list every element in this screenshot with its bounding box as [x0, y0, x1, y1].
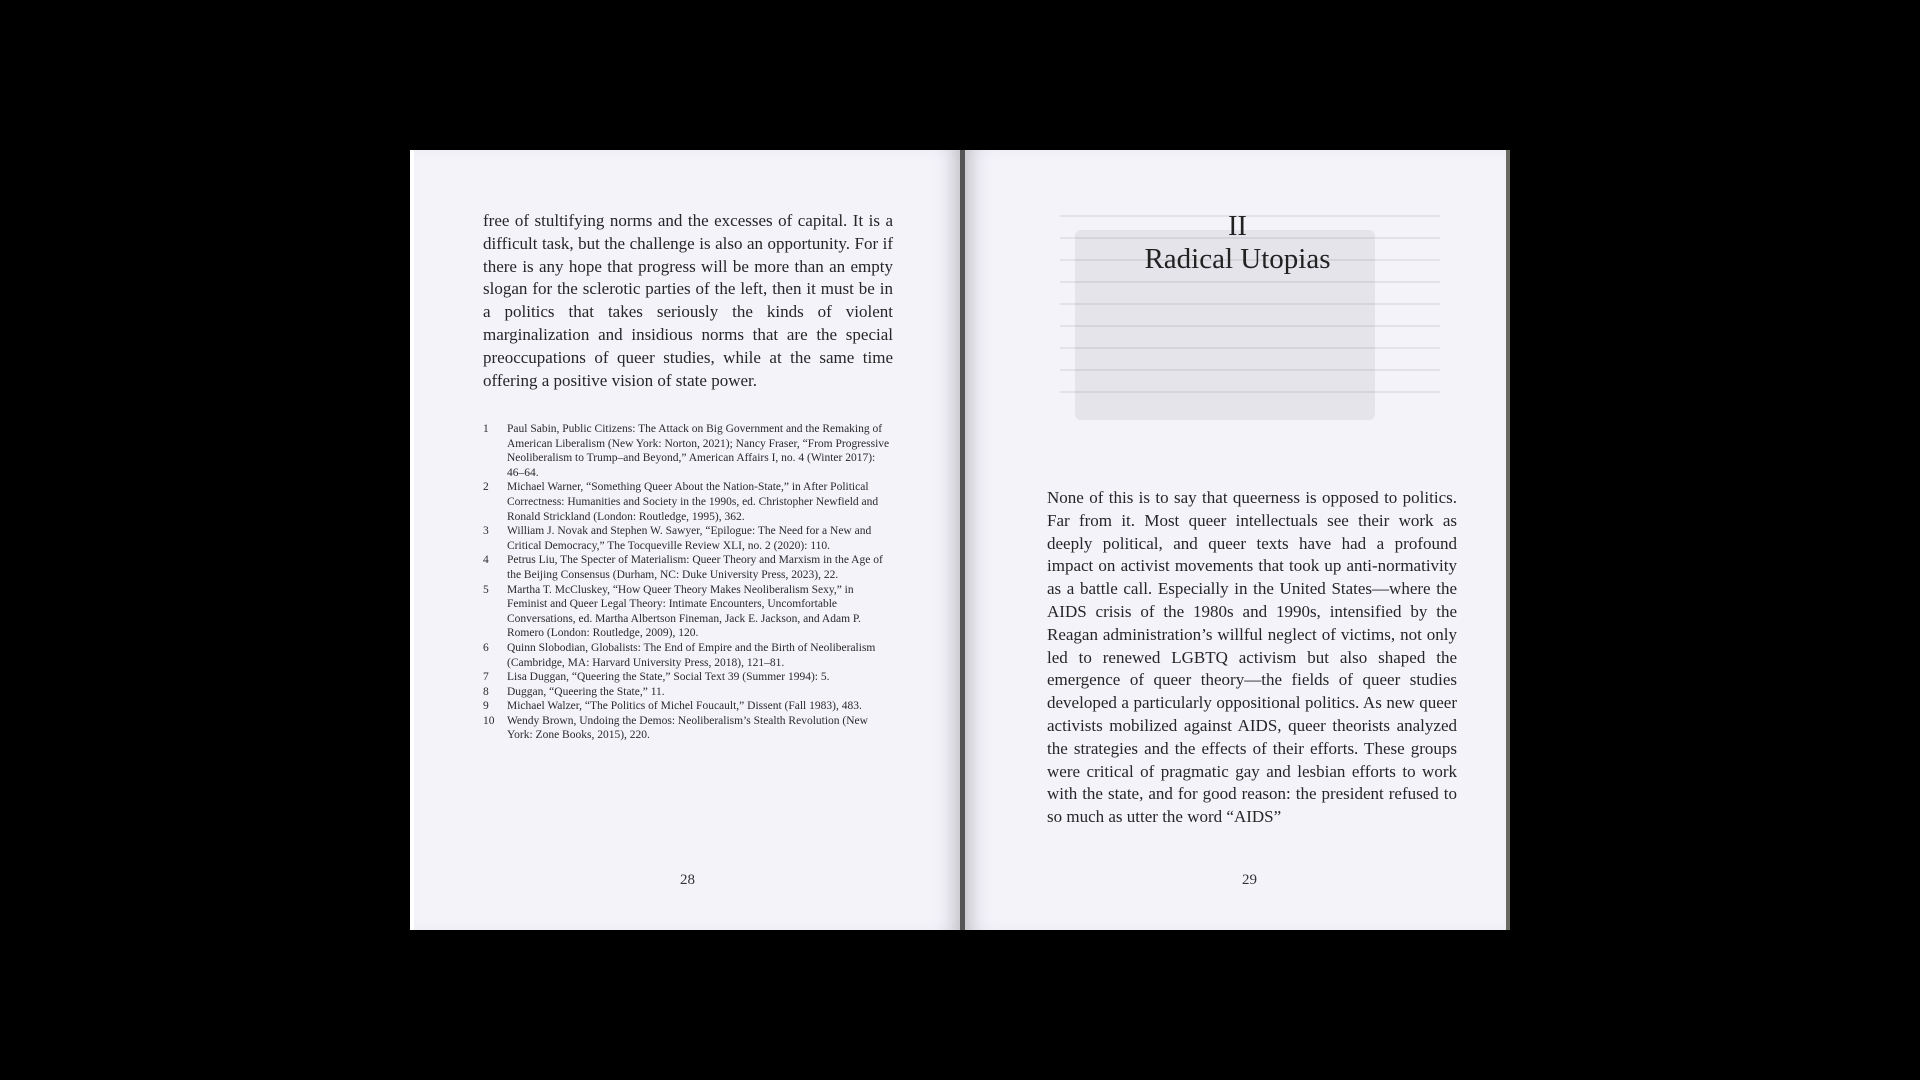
- footnote-text: Lisa Duggan, “Queering the State,” Social Text 39 (Summer 1994): 5.: [507, 671, 830, 684]
- footnote-text: William J. Novak and Stephen W. Sawyer, “Epilogue: The Need for a New and Critical Democracy,” The Tocqueville Review XLI, no. 2 (2020): 110.: [507, 525, 872, 552]
- right-body-paragraph: None of this is to say that queerness is opposed to politics. Far from it. Most queer intellectuals see their work as deeply political, and queer texts have had a profound impact on activist movements that took up anti-normativity as a battle call. Especially in the United States—where the AIDS crisis of the 1980s and 1990s, intensified by the Reagan administration’s willful neglect of victims, not only led to renewed LGBTQ activism but also shaped the emergence of queer theory—the fields of queer studies developed a particularly oppositional politics. As new queer activists mobilized against AIDS, queer theorists analyzed the strategies and the effects of their efforts. These groups were critical of pragmatic gay and lesbian efforts to work with the state, and for good reason: the president refused to so much as utter the word “AIDS”: [1047, 488, 1457, 827]
- footnote: [483, 714, 893, 743]
- page-number: 29: [1242, 872, 1257, 888]
- left-body-text: [483, 210, 893, 392]
- footnote: [483, 670, 893, 685]
- footnote-text: Michael Walzer, “The Politics of Michel Foucault,” Dissent (Fall 1983), 483.: [507, 700, 862, 713]
- footnote: [483, 641, 893, 670]
- footnote: [483, 699, 893, 714]
- footnote-text: Paul Sabin, Public Citizens: The Attack on Big Government and the Remaking of American Liberalism (New York: Norton, 2021); Nancy Fraser, “From Progressive Neoliberalism to Trump–and Beyond,” American Affairs I, no. 4 (Winter 2017): 46–64.: [507, 423, 890, 479]
- footnote-text: Duggan, “Queering the State,” 11.: [507, 685, 665, 698]
- left-page: [410, 150, 960, 930]
- footnote-text: Petrus Liu, The Specter of Materialism: Queer Theory and Marxism in the Age of the Beijing Consensus (Durham, NC: Duke University Press, 2023), 22.: [507, 554, 883, 581]
- page-edge: [1506, 150, 1510, 930]
- footnote-number: 5: [483, 583, 489, 596]
- footnote: [483, 685, 893, 700]
- footnote-text: Martha T. McCluskey, “How Queer Theory Makes Neoliberalism Sexy,” in Feminist and Queer Legal Theory: Intimate Encounters, Uncomfortable Conversations, ed. Martha Albertson Fineman, Jack E. Jackson, and Adam P. Romero (London: Routledge, 2009), 120.: [507, 583, 861, 640]
- footnote-text: Michael Warner, “Something Queer About the Nation-State,” in After Political Correctness: Humanities and Society in the 1990s, ed. Christopher Newfield and Ronald Strickland (London: Routledge, 1995), 362.: [507, 481, 879, 523]
- footnote-text: Wendy Brown, Undoing the Demos: Neoliberalism’s Stealth Revolution (New York: Zone Books, 2015), 220.: [507, 714, 868, 742]
- footnote-number: 7: [483, 671, 489, 684]
- footnote-number: 1: [483, 423, 489, 435]
- footnote-number: 2: [483, 481, 489, 494]
- footnote: [483, 524, 893, 553]
- chapter-number: II: [1228, 211, 1247, 242]
- footnote-number: 4: [483, 554, 489, 567]
- footnote-number: 6: [483, 641, 489, 654]
- footnotes: [483, 422, 893, 743]
- left-body-paragraph: free of stultifying norms and the excesses of capital. It is a difficult task, but the challenge is also an opportunity. For if there is any hope that progress will be more than an empty slogan for the sclerotic parties of the left, then it must be in a politics that takes seriously the kinds of violent marginalization and insidious norms that are the special preoccupations of queer studies, while at the same time offering a positive vision of state power.: [483, 211, 893, 390]
- right-page: [965, 150, 1510, 930]
- book-spread: [410, 150, 1510, 930]
- footnote-number: 3: [483, 525, 489, 538]
- footnote: [483, 583, 893, 641]
- footnote-number: 10: [483, 714, 495, 727]
- page-edge: [410, 150, 414, 930]
- right-body-text: [1047, 487, 1457, 829]
- footnote: [483, 422, 893, 480]
- footnote: [483, 553, 893, 582]
- footnote: [483, 480, 893, 524]
- page-number: 28: [680, 872, 695, 888]
- footnote-text: Quinn Slobodian, Globalists: The End of Empire and the Birth of Neoliberalism (Cambridge, MA: Harvard University Press, 2018), 121–81.: [507, 641, 876, 669]
- footnote-number: 9: [483, 700, 489, 713]
- footnote-number: 8: [483, 685, 489, 698]
- chapter-title: Radical Utopias: [1144, 243, 1331, 275]
